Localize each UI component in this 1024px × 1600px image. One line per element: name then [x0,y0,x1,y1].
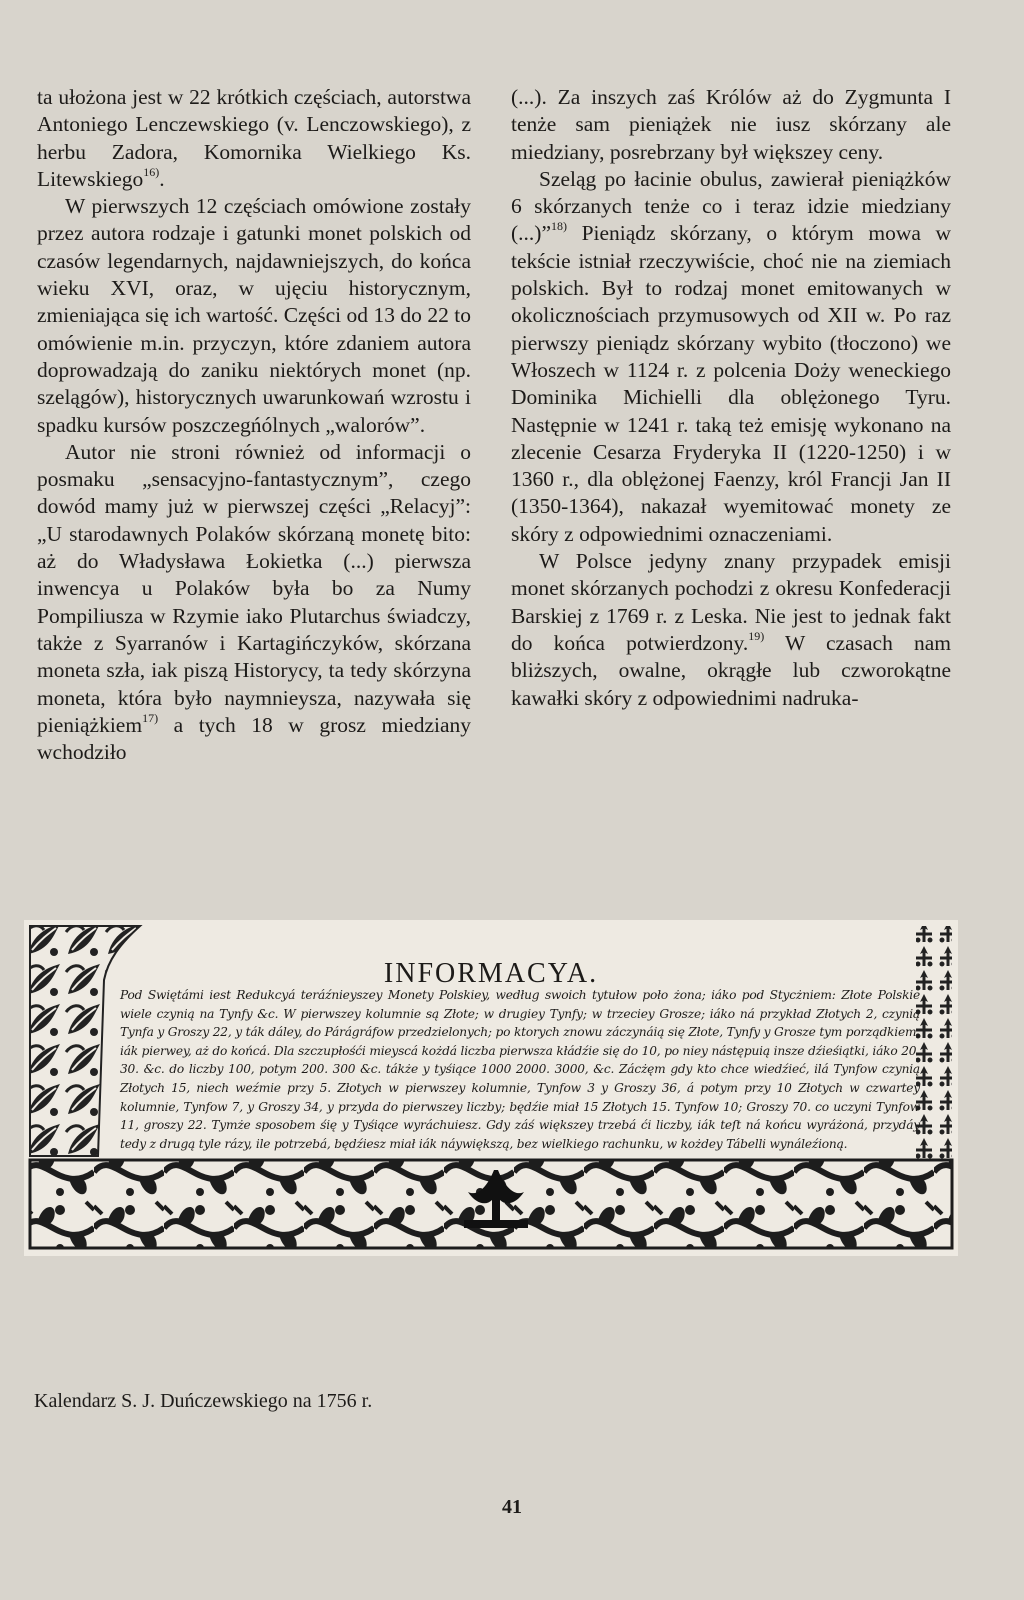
paragraph: Autor nie stroni również od informacji o posmaku „sensacyjno-fantastycznym”, czego dowód mamy już w pierwszej części „Relacyj”: „U starodawnych Polaków skórzaną monetę bito: aż do Władysława Łokietka (...) pierwsza inwencya u Polaków była bo za Numy Pompiliusza w Rzymie iako Plutarchus świadczy, także z Syarranów i Kartagińczyków, skórzana moneta szła, iak piszą Historycy, ta tedy skórzyna moneta, która było naymnieysza, nazywała się pieniążkiem$^{17)}$ a tych 18 w grosz miedziany wchodziło [37,439,471,765]
footnote-ref: 16) [143,164,160,179]
footnote-ref: 18) [551,219,567,234]
paragraph: (...). Za inszych zaś Królów aż do Zygmunta I tenże sam pieniążek nie iusz skórzany ale miedziany, posrebrzany był większey ceny. [511,85,951,164]
plate-title: INFORMACYA. [383,958,599,989]
paragraph: ta ułożona jest w 22 krótkich częściach, autorstwa Antoniego Lenczewskiego (v. Lenczowskiego), z herbu Zadora, Komornika Wielkiego Ks. Litewskiego$^{16)}$. [37,85,471,191]
page-number: 41 [502,1496,522,1518]
paragraph: W Polsce jedyny znany przypadek emisji monet skórzanych pochodzi z okresu Konfederacji Barskiej z 1769 r. z Leska. Nie jest to jednak fakt do końca potwierdzony.$^{19)}$ W czasach nam bliższych, owalne, okrągłe lub czworokątne kawałki skóry z odpowiednimi nadruka- [511,549,951,710]
footnote-ref: 19) [748,628,765,643]
paragraph: W pierwszych 12 częściach omówione zostały przez autora rodzaje i gatunki monet polskich od czasów legendarnych, najdawniejszych, do końca wieku XVI, oraz, w ujęciu historycznym, zmieniająca się ich wartość. Części od 13 do 22 to omówienie m.in. przyczyn, które zdaniem autora doprowadzają do zaniku niektórych monet (np. szelągów), historycznych uwarunkowań wzrostu i spadku kursów poszczegńólnych „walorów”. [37,194,471,437]
historical-print-illustration [24,920,958,1256]
paragraph: Szeląg po łacinie obulus, zawierał pieniążków 6 skórzanych tenże co i teraz idzie miedziany (...)”$^{18)}$ Pieniądz skórzany, o którym mowa w tekście istniał rzeczywiście, choć nie na ziemiach polskich. Był to rodzaj monet emitowanych w okolicznościach przymusowych od XII w. Po raz pierwszy pieniądz skórzany wybito (tłoczono) we Włoszech w 1124 r. z polcenia Doży weneckiego Dominika Michielli dla oblężonego Tyru. Następnie w 1241 r. taką też emisję wykonano na zlecenie Cesarza Fryderyka II (1220-1250) i w 1360 r., dla oblężonej Faenzy, król Francji Jan II (1350-1364), nakazał wyemitować monety ze skóry z odpowiednimi oznaczeniami. [511,166,951,546]
footnote-ref: 17) [142,710,159,725]
left-column [37,84,471,766]
right-column [511,84,951,712]
figure-caption: Kalendarz S. J. Duńczewskiego na 1756 r. [34,1390,373,1412]
plate-text: Pod Swiętámi iest Redukcyá teráźnieyszey Monety Polskiey, według swoich tytułow poło żona; iáko pod Stycżniem: Złote Polskie wiele czynią na Tynfy &c. W pierwszey kolumnie są Złote; w drugiey Tynfy; w trzeciey Grosze; iáko ná przykład Złotych 2, czynią Tynfa y Groszy 22, y ták dáley, do Párágráfow przedzielonych; po ktorych znowu záczynáią się Złote, Tynfy y Grosze tym porządkiem, iák pierwey, aż do końcá. Dla szczupłośći mieyscá kożdá liczba pierwsza kłádźie się do 10, po niey nástępuią insze dźieśiątki, iáko 20. 30. &c. do liczby 100, potym 200. 300 &c. tákże y tyśiące 1000 2000. 3000, &c. Zácżęm gdy kto chce wiedźieć, ilá Tynfow czynią Złotych 15, niech weźmie przy 5. Złotych w pierwszey kolumnie, Tynfow 3 y Groszy 36, á potym przy 10 Złotych w czwartey kolumnie, Tynfow 7, y Groszy 34, y przyda do pierwszey liczby; będźie miał 15 Złotych 15. Tynfow 10; Groszy 70. co uczyni Tynfow 11, groszy 22. Tymże sposobem śię y Tyśiące wyráchuiesz. Gdy záś większey trzebá ći liczby, iák teſt ná końcu wyráżoná, przydáy tedy z drugą tyle rázy, ile potrzebá, będźiesz miał iák náywiększą, bez wielkiego rachunku, w kożdey Tábelli wynáleźioną. [120,988,920,1151]
